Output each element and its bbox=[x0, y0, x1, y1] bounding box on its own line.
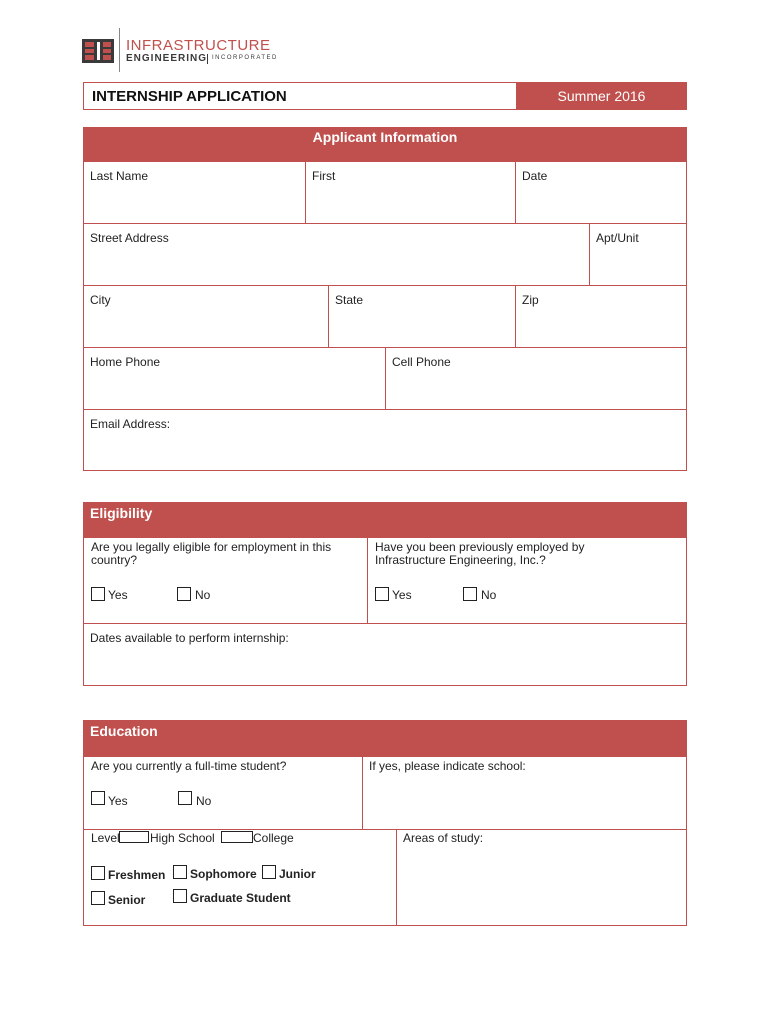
logo-company-line1: INFRASTRUCTURE bbox=[126, 37, 271, 54]
dates-available-field[interactable] bbox=[83, 623, 687, 686]
sophomore-label: Sophomore bbox=[190, 867, 257, 881]
areas-of-study-label: Areas of study: bbox=[403, 831, 484, 845]
areas-of-study-field[interactable] bbox=[396, 829, 687, 926]
street-address-label: Street Address bbox=[90, 231, 169, 245]
graduate-student-label: Graduate Student bbox=[190, 891, 291, 905]
dates-available-label: Dates available to perform internship: bbox=[90, 631, 289, 645]
street-address-field[interactable] bbox=[83, 223, 590, 286]
email-field[interactable] bbox=[83, 409, 687, 471]
level-label: Level bbox=[91, 831, 120, 845]
zip-label: Zip bbox=[522, 293, 539, 307]
legal-yes-checkbox[interactable] bbox=[91, 587, 105, 601]
city-field[interactable] bbox=[83, 285, 329, 348]
date-field[interactable] bbox=[515, 161, 687, 224]
title-bar bbox=[83, 82, 686, 110]
education-section-header bbox=[83, 720, 687, 757]
legal-eligibility-text-line1: Are you legally eligible for employment in this bbox=[91, 540, 332, 554]
senior-label: Senior bbox=[108, 893, 146, 907]
last-name-field[interactable] bbox=[83, 161, 306, 224]
date-label: Date bbox=[522, 169, 548, 183]
form-title: INTERNSHIP APPLICATION bbox=[92, 88, 287, 105]
cell-phone-label: Cell Phone bbox=[392, 355, 451, 369]
term-label: Summer 2016 bbox=[557, 88, 646, 104]
freshmen-checkbox[interactable] bbox=[91, 866, 105, 880]
student-no-label: No bbox=[196, 794, 212, 808]
previous-no-checkbox[interactable] bbox=[463, 587, 477, 601]
first-name-field[interactable] bbox=[305, 161, 516, 224]
college-checkbox[interactable] bbox=[221, 831, 253, 843]
legal-yes-label: Yes bbox=[108, 588, 128, 602]
home-phone-field[interactable] bbox=[83, 347, 386, 410]
previous-employment-question bbox=[367, 537, 687, 624]
eligibility-section-title: Eligibility bbox=[90, 505, 153, 521]
logo-company-suffix: INCORPORATED bbox=[212, 55, 278, 61]
high-school-checkbox[interactable] bbox=[119, 831, 149, 843]
apt-unit-label: Apt/Unit bbox=[596, 231, 639, 245]
education-section-title: Education bbox=[90, 723, 158, 739]
previous-employment-text-line2: Infrastructure Engineering, Inc.? bbox=[375, 553, 546, 567]
level-section bbox=[83, 829, 397, 926]
applicant-section-title: Applicant Information bbox=[312, 129, 458, 145]
sophomore-checkbox[interactable] bbox=[173, 865, 187, 879]
logo-suffix-divider bbox=[207, 54, 208, 64]
junior-checkbox[interactable] bbox=[262, 865, 276, 879]
high-school-label: High School bbox=[150, 831, 215, 845]
legal-eligibility-text-line2: country? bbox=[91, 553, 138, 567]
junior-label: Junior bbox=[279, 867, 316, 881]
apt-unit-field[interactable] bbox=[589, 223, 687, 286]
city-label: City bbox=[90, 293, 111, 307]
applicant-section-header bbox=[83, 127, 687, 163]
logo-company-line2: ENGINEERING bbox=[126, 53, 208, 64]
senior-checkbox[interactable] bbox=[91, 891, 105, 905]
school-name-label: If yes, please indicate school: bbox=[369, 759, 526, 773]
previous-yes-checkbox[interactable] bbox=[375, 587, 389, 601]
student-no-checkbox[interactable] bbox=[178, 791, 192, 805]
student-question bbox=[83, 756, 363, 830]
zip-field[interactable] bbox=[515, 285, 687, 348]
logo-divider bbox=[119, 28, 120, 72]
previous-employment-text-line1: Have you been previously employed by bbox=[375, 540, 585, 554]
last-name-label: Last Name bbox=[90, 169, 149, 183]
cell-phone-field[interactable] bbox=[385, 347, 687, 410]
student-yes-label: Yes bbox=[108, 794, 128, 808]
company-logo bbox=[82, 36, 282, 76]
student-yes-checkbox[interactable] bbox=[91, 791, 105, 805]
logo-mark-icon bbox=[82, 39, 114, 63]
state-field[interactable] bbox=[328, 285, 516, 348]
first-name-label: First bbox=[312, 169, 336, 183]
legal-eligibility-question bbox=[83, 537, 368, 624]
student-question-text: Are you currently a full-time student? bbox=[91, 759, 287, 773]
freshmen-label: Freshmen bbox=[108, 868, 166, 882]
previous-no-label: No bbox=[481, 588, 497, 602]
legal-no-checkbox[interactable] bbox=[177, 587, 191, 601]
home-phone-label: Home Phone bbox=[90, 355, 161, 369]
state-label: State bbox=[335, 293, 364, 307]
email-label: Email Address: bbox=[90, 417, 171, 431]
college-label: College bbox=[253, 831, 294, 845]
eligibility-section-header bbox=[83, 502, 687, 538]
school-name-field[interactable] bbox=[362, 756, 687, 830]
graduate-student-checkbox[interactable] bbox=[173, 889, 187, 903]
legal-no-label: No bbox=[195, 588, 211, 602]
term-badge bbox=[516, 82, 687, 110]
previous-yes-label: Yes bbox=[392, 588, 412, 602]
